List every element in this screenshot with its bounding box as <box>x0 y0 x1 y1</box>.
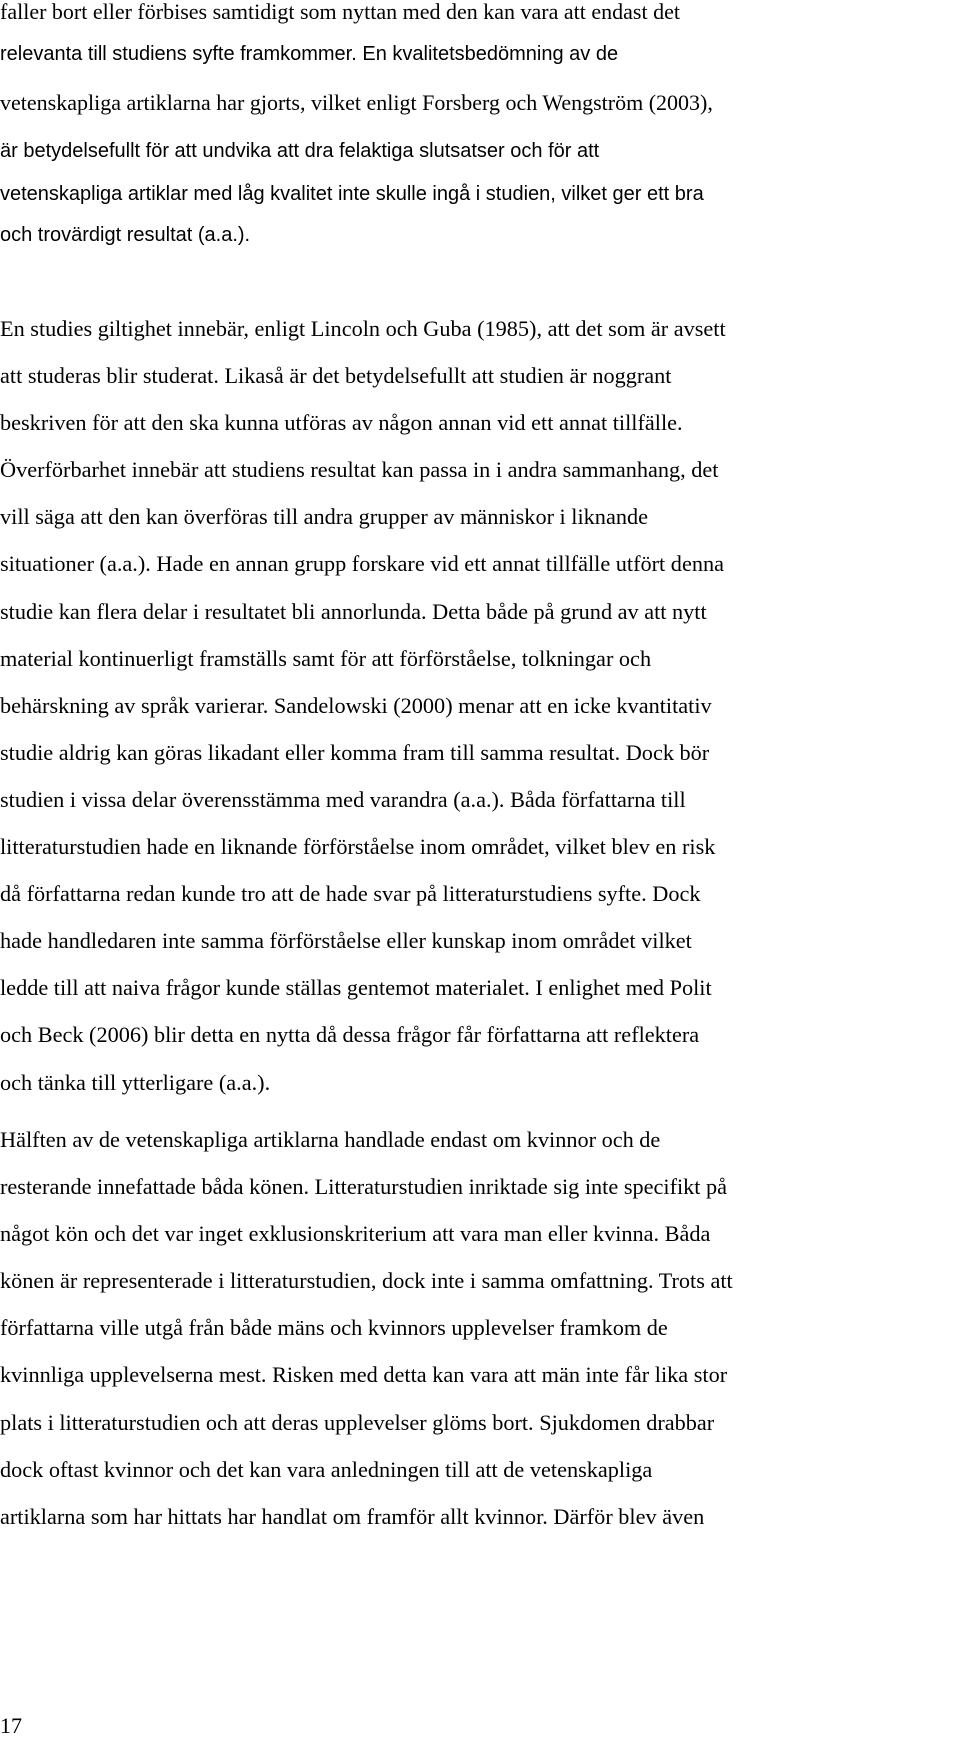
paragraph-1-line-1: faller bort eller förbises samtidigt som nyttan med den kan vara att endast det <box>0 0 680 24</box>
paragraph-1-line-5: vetenskapliga artiklar med låg kvalitet inte skulle ingå i studien, vilket ger ett bra <box>0 183 704 205</box>
paragraph-2-line: studie aldrig kan göras likadant eller komma fram till samma resultat. Dock bör <box>0 739 710 765</box>
paragraph-2-line: material kontinuerligt framställs samt för att förförståelse, tolkningar och <box>0 645 652 671</box>
paragraph-2-line: och Beck (2006) blir detta en nytta då dessa frågor får författarna att reflektera <box>0 1022 700 1048</box>
page-number: 17 <box>0 1713 22 1738</box>
paragraph-2-line: beskriven för att den ska kunna utföras av någon annan vid ett annat tillfälle. <box>0 410 683 436</box>
paragraph-3-line: plats i litteraturstudien och att deras upplevelser glöms bort. Sjukdomen drabbar <box>0 1409 715 1435</box>
paragraph-2-line: ledde till att naiva frågor kunde ställas gentemot materialet. I enlighet med Polit <box>0 975 712 1001</box>
paragraph-2-line: behärskning av språk varierar. Sandelowski (2000) menar att en icke kvantitativ <box>0 692 712 718</box>
paragraph-3 <box>0 1116 960 1540</box>
paragraph-2-line: studie kan flera delar i resultatet bli annorlunda. Detta både på grund av att nytt <box>0 598 707 624</box>
paragraph-2-line: Överförbarhet innebär att studiens resultat kan passa in i andra sammanhang, det <box>0 457 719 483</box>
paragraph-2-line: och tänka till ytterligare (a.a.). <box>0 1069 271 1095</box>
paragraph-2-line: En studies giltighet innebär, enligt Lincoln och Guba (1985), att det som är avsett <box>0 316 726 341</box>
paragraph-1-line-4: är betydelsefullt för att undvika att dra felaktiga slutsatser och för att <box>0 140 600 162</box>
paragraph-2 <box>0 305 960 1106</box>
paragraph-2-line: att studeras blir studerat. Likaså är det betydelsefullt att studien är noggrant <box>0 363 672 389</box>
paragraph-3-line: artiklarna som har hittats har handlat om framför allt kvinnor. Därför blev även <box>0 1503 705 1529</box>
paragraph-2-line: litteraturstudien hade en liknande förförståelse inom området, vilket blev en risk <box>0 834 716 860</box>
paragraph-3-line: kvinnliga upplevelserna mest. Risken med detta kan vara att män inte får lika stor <box>0 1362 728 1388</box>
paragraph-2-line: situationer (a.a.). Hade en annan grupp forskare vid ett annat tillfälle utfört denna <box>0 551 724 577</box>
paragraph-2-line: vill säga att den kan överföras till andra grupper av människor i liknande <box>0 504 648 530</box>
paragraph-3-line: könen är representerade i litteraturstudien, dock inte i samma omfattning. Trots att <box>0 1268 733 1294</box>
paragraph-3-line: dock oftast kvinnor och det kan vara anledningen till att de vetenskapliga <box>0 1456 653 1482</box>
paragraph-1-line-2: relevanta till studiens syfte framkommer. En kvalitetsbedömning av de <box>0 43 619 65</box>
paragraph-3-line: författarna ville utgå från både mäns och kvinnors upplevelser framkom de <box>0 1315 668 1341</box>
paragraph-2-line: studien i vissa delar överensstämma med varandra (a.a.). Båda författarna till <box>0 786 686 812</box>
paragraph-1-line-6: och trovärdigt resultat (a.a.). <box>0 224 251 246</box>
paragraph-3-line: resterande innefattade båda könen. Litteraturstudien inriktade sig inte specifikt på <box>0 1174 728 1200</box>
paragraph-3-line: något kön och det var inget exklusionskriterium att vara man eller kvinna. Båda <box>0 1221 711 1247</box>
paragraph-3-line: Hälften av de vetenskapliga artiklarna handlade endast om kvinnor och de <box>0 1127 661 1152</box>
paragraph-2-line: då författarna redan kunde tro att de hade svar på litteraturstudiens syfte. Dock <box>0 881 701 907</box>
paragraph-2-line: hade handledaren inte samma förförståelse eller kunskap inom området vilket <box>0 928 692 954</box>
paragraph-1-line-3: vetenskapliga artiklarna har gjorts, vilket enligt Forsberg och Wengström (2003), <box>0 90 713 115</box>
